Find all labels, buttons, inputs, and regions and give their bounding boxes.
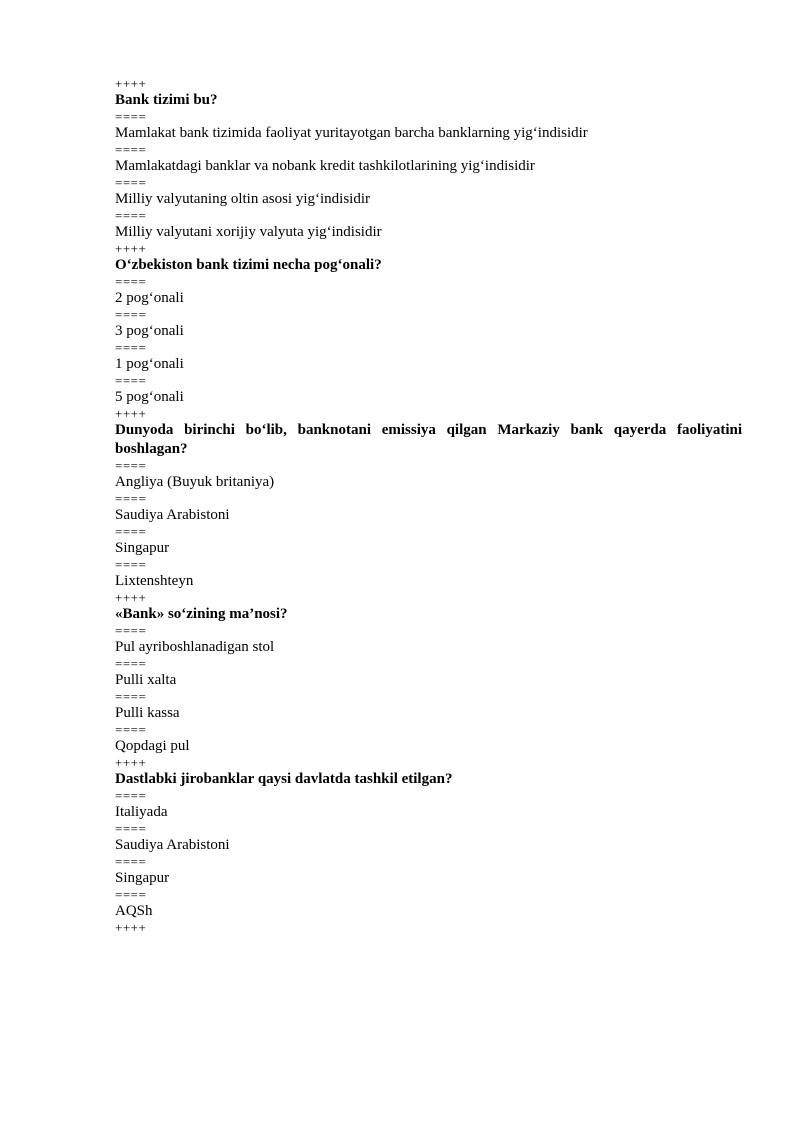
answer-option: Qopdagi pul <box>115 738 190 754</box>
answer-marker: ==== <box>115 623 147 638</box>
answer-option: Pulli kassa <box>115 705 180 721</box>
question-marker: ++++ <box>115 755 147 770</box>
answer-marker: ==== <box>115 274 147 289</box>
answer-marker: ==== <box>115 524 147 539</box>
answer-option: Singapur <box>115 870 170 886</box>
answer-marker: ==== <box>115 656 147 671</box>
answer-marker: ==== <box>115 722 147 737</box>
answer-marker: ==== <box>115 689 147 704</box>
question-marker: ++++ <box>115 920 147 935</box>
answer-marker: ==== <box>115 373 147 388</box>
answer-option: Mamlakatdagi banklar va nobank kredit tashkilotlarining yig‘indisidir <box>115 158 535 174</box>
answer-option: 1 pog‘onali <box>115 356 184 372</box>
answer-option: AQSh <box>115 903 153 919</box>
question-text: Dastlabki jirobanklar qaysi davlatda tashkil etilgan? <box>115 771 453 787</box>
answer-option: Italiyada <box>115 804 168 820</box>
answer-option: Pulli xalta <box>115 672 177 688</box>
question-marker: ++++ <box>115 590 147 605</box>
question-text: Bank tizimi bu? <box>115 92 218 108</box>
answer-marker: ==== <box>115 142 147 157</box>
answer-option: Milliy valyutaning oltin asosi yig‘indisidir <box>115 191 370 207</box>
answer-option: Saudiya Arabistoni <box>115 507 230 523</box>
question-text: O‘zbekiston bank tizimi necha pog‘onali? <box>115 257 382 273</box>
question-text: Dunyoda birinchi bo‘lib, banknotani emissiya qilgan Markaziy bank qayerda faoliyatini boshlagan? <box>115 422 742 457</box>
answer-marker: ==== <box>115 887 147 902</box>
answer-option: Pul ayriboshlanadigan stol <box>115 639 275 655</box>
question-text: «Bank» so‘zining ma’nosi? <box>115 606 288 622</box>
answer-option: Mamlakat bank tizimida faoliyat yuritayotgan barcha banklarning yig‘indisidir <box>115 125 588 141</box>
answer-option: Lixtenshteyn <box>115 573 194 589</box>
answer-option: Singapur <box>115 540 170 556</box>
answer-marker: ==== <box>115 458 147 473</box>
answer-marker: ==== <box>115 307 147 322</box>
answer-marker: ==== <box>115 821 147 836</box>
document-page <box>115 77 742 935</box>
answer-option: 3 pog‘onali <box>115 323 184 339</box>
answer-marker: ==== <box>115 340 147 355</box>
answer-option: Angliya (Buyuk britaniya) <box>115 474 275 490</box>
answer-option: 5 pog‘onali <box>115 389 184 405</box>
answer-option: Saudiya Arabistoni <box>115 837 230 853</box>
answer-marker: ==== <box>115 175 147 190</box>
answer-option: 2 pog‘onali <box>115 290 184 306</box>
answer-marker: ==== <box>115 788 147 803</box>
question-marker: ++++ <box>115 406 147 421</box>
answer-marker: ==== <box>115 491 147 506</box>
question-marker: ++++ <box>115 241 147 256</box>
answer-marker: ==== <box>115 208 147 223</box>
answer-option: Milliy valyutani xorijiy valyuta yig‘indisidir <box>115 224 382 240</box>
answer-marker: ==== <box>115 109 147 124</box>
question-marker: ++++ <box>115 76 147 91</box>
answer-marker: ==== <box>115 557 147 572</box>
answer-marker: ==== <box>115 854 147 869</box>
